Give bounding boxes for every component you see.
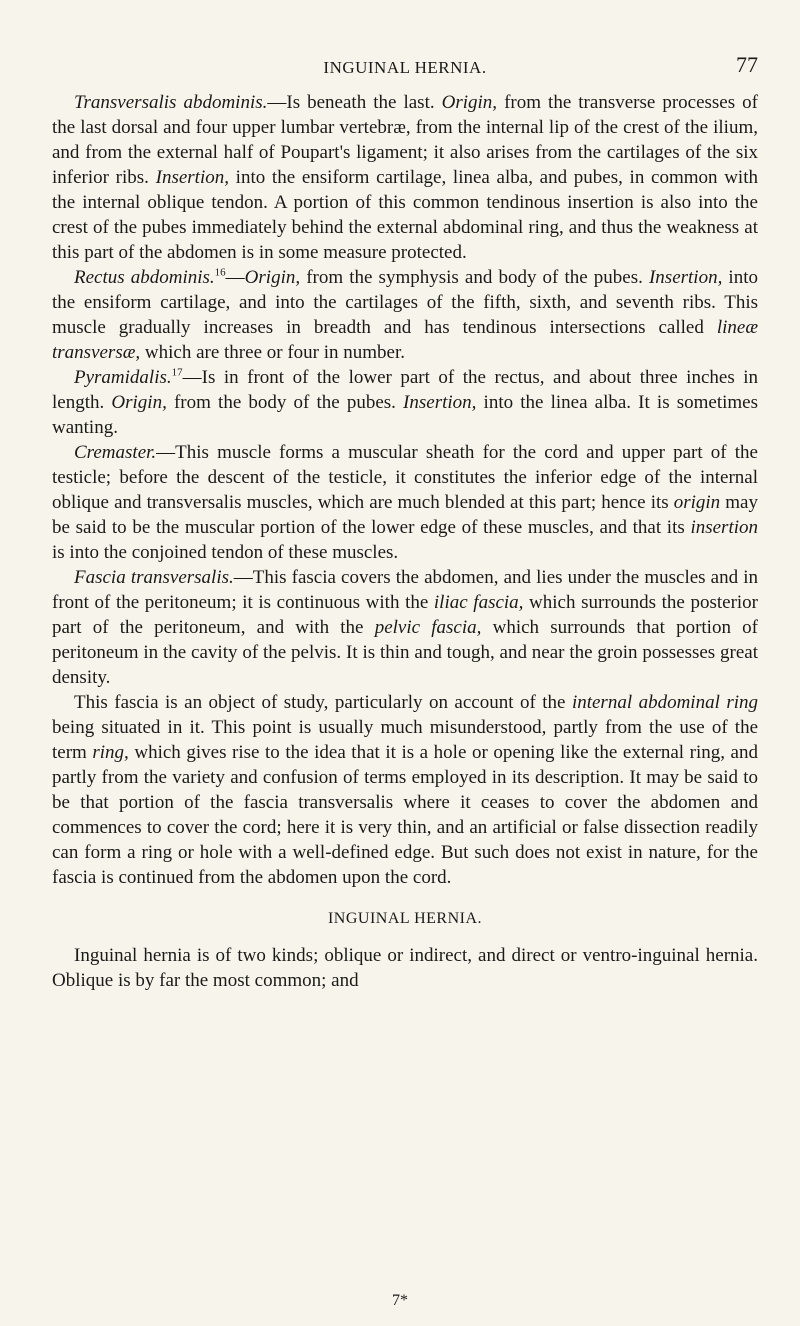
text-run: into the ensiform cartilage, linea alba, and pubes, in common with the internal oblique tendon. A portion of this common tendinous insertion is also into the crest of the pubes immediately behind the external abdominal ring, and thus the weakness at this part of the abdomen is in some measure protected. xyxy=(52,167,758,263)
insertion-label: Insertion, xyxy=(648,267,723,288)
text-run: —This muscle forms a muscular sheath for the cord and upper part of the testicle; before the descent of the testicle, it constitutes the inferior edge of the internal oblique and transversalis muscles, which are much blended at this part; hence its xyxy=(52,442,758,513)
page-header xyxy=(52,52,758,84)
term-pelvic-fascia: pelvic fascia, xyxy=(374,617,482,638)
paragraph-pyramidalis xyxy=(52,365,758,440)
paragraph-rectus-abdominis xyxy=(52,265,758,365)
body-text xyxy=(52,90,758,993)
term-internal-abdominal-ring: internal abdominal ring xyxy=(571,692,758,713)
footnote-ref-16[interactable]: 16 xyxy=(214,266,226,279)
text-run: into the ensiform cartilage, and into the cartilages of the fifth, sixth, and seventh ribs. This muscle gradually increases in breadth and has tendinous intersections called xyxy=(52,267,758,338)
term-ring: ring, xyxy=(92,742,129,763)
signature-mark: 7* xyxy=(392,1292,408,1309)
text-run: — xyxy=(225,267,245,288)
origin-label: Origin, xyxy=(111,392,167,413)
page-number: 77 xyxy=(736,52,758,77)
insertion-label: Insertion, xyxy=(403,392,477,413)
insertion-label: Insertion, xyxy=(155,167,229,188)
origin-word: origin xyxy=(673,492,721,513)
text-run: into the linea alba. It is sometimes wanting. xyxy=(52,392,758,438)
text-run: —Is beneath the last. xyxy=(267,92,442,113)
text-run: which gives rise to the idea that it is a hole or opening like the external ring, and partly from the variety and confusion of terms employed in its description. It may be said to be that portion of the fascia transversalis where it ceases to cover the abdomen and commences to cover the cord; here it is very thin, and an artificial or false dissection readily can form a ring or hole with a well-defined edge. But such does not exist in nature, for the fascia is continued from the abdomen upon the cord. xyxy=(52,742,758,888)
origin-label: Origin, xyxy=(441,92,498,113)
term-pyramidalis: Pyramidalis. xyxy=(74,367,172,388)
term-rectus-abdominis: Rectus abdominis. xyxy=(74,267,215,288)
term-cremaster: Cremaster. xyxy=(74,442,157,463)
paragraph-transversalis-abdominis xyxy=(52,90,758,265)
paragraph-cremaster xyxy=(52,440,758,565)
term-lineae-transversae: lineæ transversæ, xyxy=(52,317,758,363)
text-run: from the transverse processes of the last dorsal and four upper lumbar vertebræ, from the internal lip of the crest of the ilium, and from the external half of Poupart's ligament; it also arises from the cartilages of the six inferior ribs. xyxy=(52,92,758,188)
text-run: which surrounds the posterior part of the peritoneum, and with the xyxy=(52,592,759,638)
text-run: being situated in it. This point is usually much misunderstood, partly from the use of the term xyxy=(52,717,758,763)
text-run: Inguinal hernia is of two kinds; oblique or indirect, and direct or ventro-inguinal hernia. Oblique is by far the most common; and xyxy=(52,945,758,991)
text-run: from the symphysis and body of the pubes. xyxy=(300,267,649,288)
term-iliac-fascia: iliac fascia, xyxy=(433,592,524,613)
origin-label: Origin, xyxy=(244,267,301,288)
text-run: from the body of the pubes. xyxy=(166,392,404,413)
book-page xyxy=(52,52,758,993)
term-transversalis-abdominis: Transversalis abdominis. xyxy=(74,92,268,113)
text-run: —This fascia covers the abdomen, and lies under the muscles and in front of the peritoneum; it is continuous with the xyxy=(52,567,758,613)
text-run: may be said to be the muscular portion of the lower edge of these muscles, and that its xyxy=(52,492,758,538)
running-head: INGUINAL HERNIA. xyxy=(323,58,487,77)
paragraph-inguinal-hernia xyxy=(52,943,758,993)
paragraph-internal-ring xyxy=(52,690,758,890)
text-run: This fascia is an object of study, particularly on account of the xyxy=(74,692,572,713)
text-run: —Is in front of the lower part of the rectus, and about three inches in length. xyxy=(52,367,758,413)
text-run: which are three or four in number. xyxy=(140,342,406,363)
section-heading: INGUINAL HERNIA. xyxy=(327,910,483,927)
text-run: which surrounds that portion of peritoneum in the cavity of the pelvis. It is thin and tough, and near the groin possesses great density. xyxy=(52,617,758,688)
paragraph-fascia-transversalis xyxy=(52,565,758,690)
text-run: is into the conjoined tendon of these muscles. xyxy=(52,542,399,563)
footnote-ref-17[interactable]: 17 xyxy=(171,366,183,379)
insertion-word: insertion xyxy=(690,517,758,538)
term-fascia-transversalis: Fascia transversalis. xyxy=(74,567,234,588)
